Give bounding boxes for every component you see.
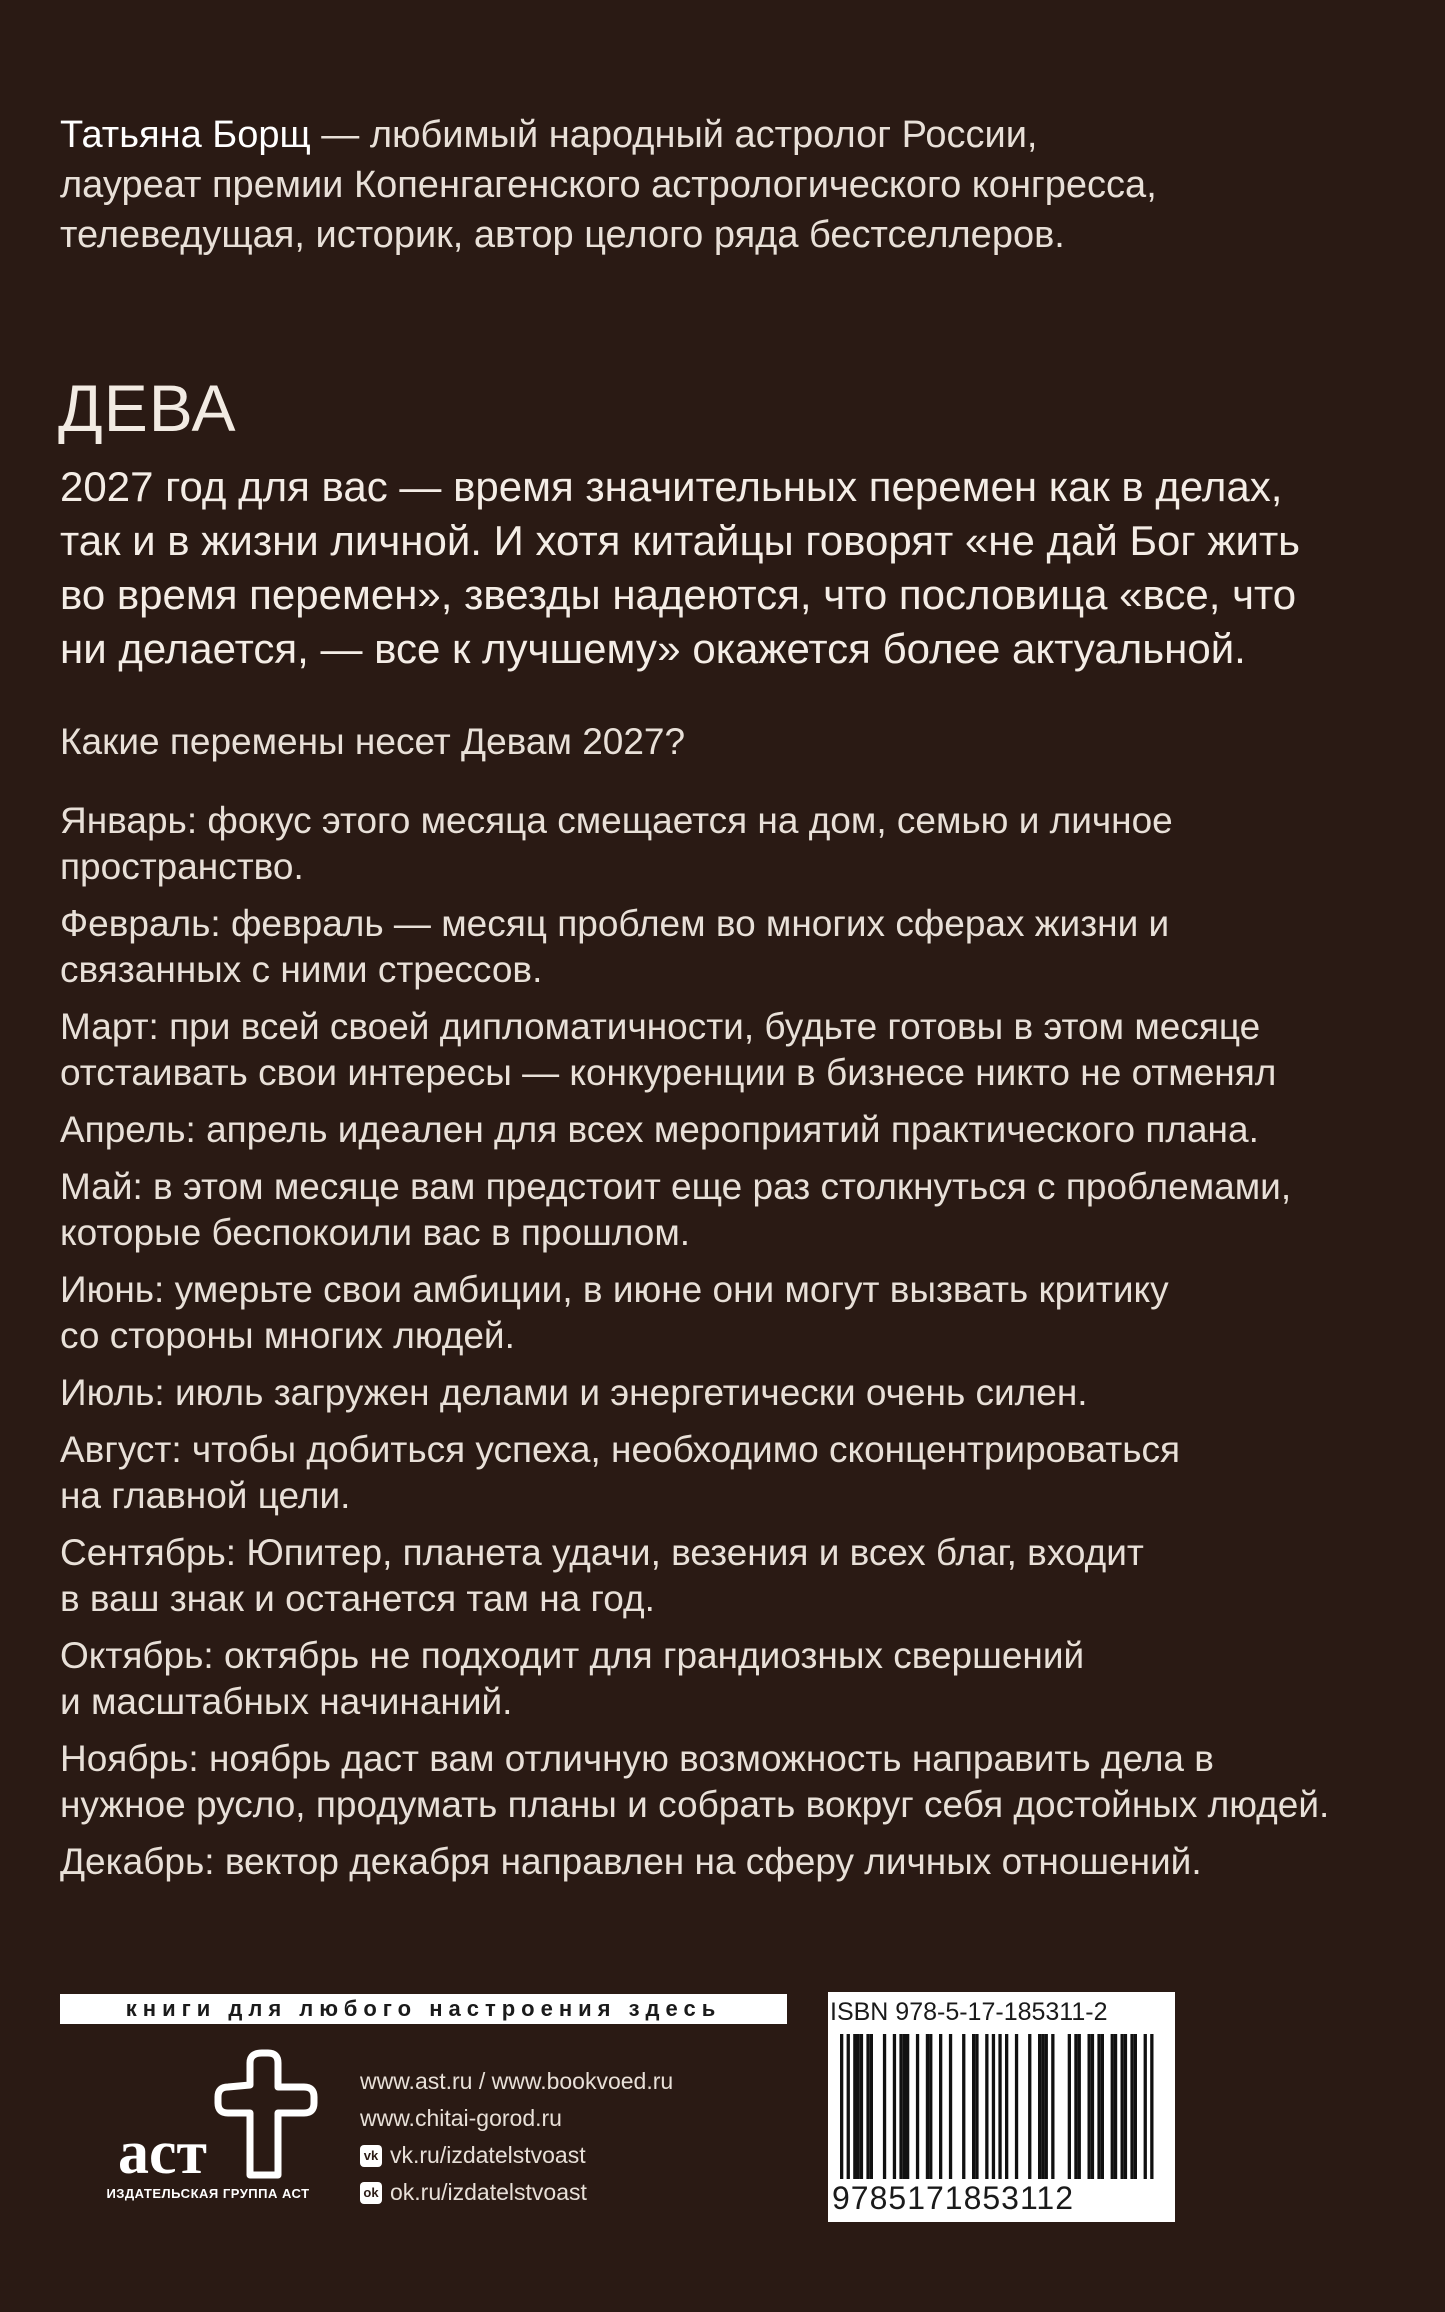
ok-link-row[interactable] (360, 2174, 673, 2211)
intro-line-3: во время перемен», звезды надеются, что пословица «все, что (60, 571, 1297, 618)
vk-link-row[interactable] (360, 2137, 673, 2174)
month-entry-june (60, 1267, 1380, 1359)
barcode-bar (1078, 2034, 1081, 2179)
barcode-bar (1005, 2034, 1008, 2179)
month-line: Май: в этом месяце вам предстоит еще раз столкнуться с проблемами, (60, 1166, 1292, 1207)
month-line: Декабрь: вектор декабря направлен на сферу личных отношений. (60, 1841, 1202, 1882)
month-line: Ноябрь: ноябрь даст вам отличную возможность направить дела в (60, 1738, 1214, 1779)
month-entry-january (60, 798, 1380, 890)
barcode-bar (1088, 2034, 1091, 2179)
month-line: Июнь: умерьте свои амбиции, в июне они могут вызвать критику (60, 1269, 1169, 1310)
monthly-forecast-list (60, 798, 1380, 1896)
barcode-bar (1051, 2034, 1054, 2179)
month-line: Октябрь: октябрь не подходит для грандиозных свершений (60, 1635, 1085, 1676)
barcode-bar (883, 2034, 886, 2179)
author-name: Татьяна Борщ (60, 114, 311, 156)
author-bio-line-1 (60, 110, 1360, 160)
barcode-bar (1114, 2034, 1117, 2179)
barcode-bar (926, 2034, 929, 2179)
month-line: нужное русло, продумать планы и собрать вокруг себя достойных людей. (60, 1784, 1330, 1825)
month-line: Март: при всей своей дипломатичности, будьте готовы в этом месяце (60, 1006, 1261, 1047)
barcode-bar (1134, 2034, 1137, 2179)
vk-icon: vk (360, 2145, 382, 2167)
month-entry-july (60, 1370, 1380, 1416)
barcode-bar (860, 2034, 863, 2179)
barcode-bar (853, 2034, 856, 2179)
barcode-bar (1041, 2034, 1044, 2179)
month-entry-march (60, 1004, 1380, 1096)
month-line: в ваш знак и останется там на год. (60, 1578, 655, 1619)
barcode-bar (916, 2034, 919, 2179)
barcode-bar (962, 2034, 965, 2179)
month-line: пространство. (60, 846, 304, 887)
barcode-bar (1038, 2034, 1041, 2179)
month-line: связанных с ними стрессов. (60, 949, 543, 990)
barcode-bar (985, 2034, 988, 2179)
barcode-bar (906, 2034, 909, 2179)
barcode-bar (1045, 2034, 1048, 2179)
intro-line-1: 2027 год для вас — время значительных перемен как в делах, (60, 463, 1283, 510)
barcode-bar (857, 2034, 860, 2179)
barcode-bar (998, 2034, 1001, 2179)
barcode-bar (899, 2034, 902, 2179)
website-links-row-2[interactable] (360, 2100, 673, 2137)
barcode-bar (1074, 2034, 1077, 2179)
barcode-bar (870, 2034, 873, 2179)
barcode-bar (1097, 2034, 1100, 2179)
ok-link[interactable]: ok.ru/izdatelstvoast (390, 2179, 587, 2205)
barcode-bar (939, 2034, 942, 2179)
barcode-bar (1121, 2034, 1124, 2179)
month-entry-april (60, 1107, 1380, 1153)
barcode-bar (1124, 2034, 1127, 2179)
barcode-bar (1091, 2034, 1094, 2179)
month-entry-december (60, 1839, 1380, 1885)
barcode-bar (1101, 2034, 1104, 2179)
barcode-bar (949, 2034, 952, 2179)
month-entry-may (60, 1164, 1380, 1256)
publisher-name: ИЗДАТЕЛЬСКАЯ ГРУППА АСТ (106, 2186, 310, 2201)
barcode-bar (975, 2034, 978, 2179)
barcode-bar (1130, 2034, 1133, 2179)
intro-line-2: так и в жизни личной. И хотя китайцы говорят «не дай Бог жить (60, 517, 1301, 564)
author-bio (60, 110, 1360, 260)
month-entry-october (60, 1633, 1380, 1725)
barcode-bar (840, 2034, 843, 2179)
barcode-bar (992, 2034, 995, 2179)
barcode-bar (903, 2034, 906, 2179)
barcode-bar (1068, 2034, 1071, 2179)
tagline-bar: книги для любого настроения здесь (60, 1994, 787, 2024)
barcode-bar (866, 2034, 869, 2179)
month-line: со стороны многих людей. (60, 1315, 515, 1356)
cross-mark (218, 2053, 314, 2175)
month-line: и масштабных начинаний. (60, 1681, 513, 1722)
barcode-bar (1028, 2034, 1031, 2179)
intro-paragraph (60, 460, 1380, 676)
barcode-bar (847, 2034, 850, 2179)
question-heading: Какие перемены несет Девам 2027? (60, 721, 686, 762)
month-line: Январь: фокус этого месяца смещается на дом, семью и личное (60, 800, 1173, 841)
intro-line-4: ни делается, — все к лучшему» окажется более актуальной. (60, 625, 1246, 672)
barcode-bar (1150, 2034, 1153, 2179)
barcode-bar (893, 2034, 896, 2179)
publisher-logo (100, 2045, 340, 2185)
month-entry-february (60, 901, 1380, 993)
vk-link[interactable]: vk.ru/izdatelstvoast (390, 2142, 586, 2168)
month-line: Август: чтобы добиться успеха, необходимо сконцентрироваться (60, 1429, 1181, 1470)
author-bio-line-1-rest: — любимый народный астролог России, (310, 114, 1038, 156)
month-entry-november (60, 1736, 1380, 1828)
barcode (840, 2034, 1165, 2179)
barcode-digits: 9785171853112 (832, 2180, 1074, 2216)
month-line: Сентябрь: Юпитер, планета удачи, везения и всех благ, входит (60, 1532, 1144, 1573)
month-line: отстаивать свои интересы — конкуренции в бизнесе никто не отменял (60, 1052, 1277, 1093)
author-bio-line-2: лауреат премии Копенгагенского астрологического конгресса, (60, 164, 1157, 206)
ok-icon: ok (360, 2182, 382, 2204)
month-line: Февраль: февраль — месяц проблем во многих сферах жизни и (60, 903, 1170, 944)
barcode-bar (1111, 2034, 1114, 2179)
publisher-links (360, 2063, 673, 2211)
month-line: Июль: июль загружен делами и энергетически очень силен. (60, 1372, 1088, 1413)
website-links-2[interactable]: www.chitai-gorod.ru (360, 2105, 562, 2131)
website-links-row-1[interactable] (360, 2063, 673, 2100)
barcode-bar (1015, 2034, 1018, 2179)
website-links-1[interactable]: www.ast.ru / www.bookvoed.ru (360, 2068, 674, 2094)
publisher-logo-text: аст (118, 2119, 207, 2185)
author-bio-line-3: телеведущая, историк, автор целого ряда бестселлеров. (60, 214, 1065, 256)
barcode-bar (1144, 2034, 1147, 2179)
barcode-bar (929, 2034, 932, 2179)
month-line: Апрель: апрель идеален для всех мероприятий практического плана. (60, 1109, 1259, 1150)
month-entry-august (60, 1427, 1380, 1519)
isbn-label: ISBN 978-5-17-185311-2 (830, 1998, 1108, 2026)
month-line: которые беспокоили вас в прошлом. (60, 1212, 691, 1253)
month-entry-september (60, 1530, 1380, 1622)
month-line: на главной цели. (60, 1475, 351, 1516)
zodiac-sign-title: ДЕВА (58, 371, 237, 445)
barcode-bar (972, 2034, 975, 2179)
